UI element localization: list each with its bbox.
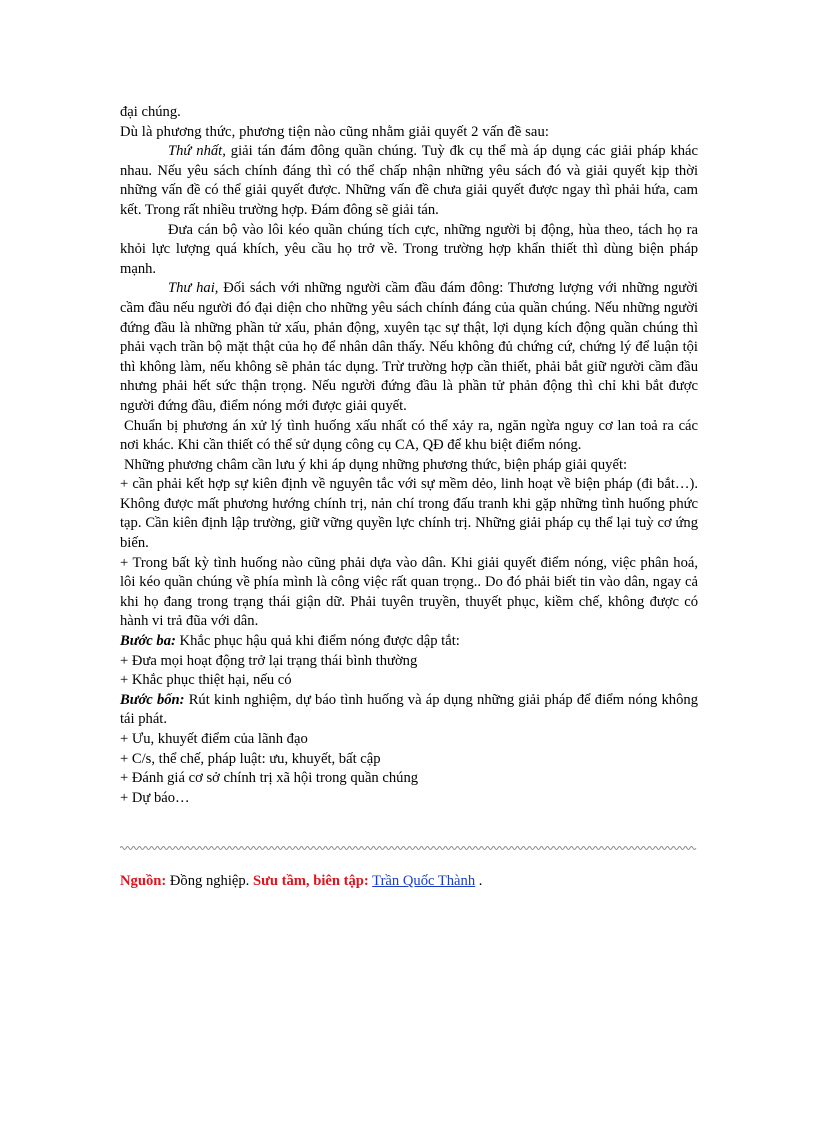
bullet-damage: + Khắc phục thiệt hại, nếu có xyxy=(120,672,292,689)
source-value: Đồng nghiệp. xyxy=(166,873,253,889)
paragraph-0: đại chúng. xyxy=(120,104,181,120)
paragraph-1: Dù là phương thức, phương tiện nào cũng nhằm giải quyết 2 vấn đề sau: xyxy=(120,123,550,140)
source-label: Nguồn: xyxy=(120,873,167,889)
step-four-text: Rút kinh nghiệm, dự báo tình huống và áp dụng những giải pháp để điểm nóng không tái phát. xyxy=(120,691,698,728)
document-body xyxy=(120,103,698,808)
paragraph-step-four xyxy=(120,691,698,730)
trailing-dot: . xyxy=(475,873,483,889)
bullet-assessment: + Đánh giá cơ sở chính trị xã hội trong quần chúng xyxy=(120,770,419,787)
step-three-text: Khắc phục hậu quả khi điểm nóng được dập tắt: xyxy=(175,633,460,650)
bullet-policy: + C/s, thể chế, pháp luật: ưu, khuyết, bất cập xyxy=(120,750,381,767)
bullet-forecast: + Dự báo… xyxy=(120,789,190,806)
paragraph-principles: Những phương châm cần lưu ý khi áp dụng những phương thức, biện pháp giải quyết: xyxy=(124,456,628,473)
source-line xyxy=(120,872,720,892)
paragraph-cadres: Đưa cán bộ vào lôi kéo quần chúng tích cực, những người bị động, hùa theo, tách họ ra khỏi lực lượng quá khích, yêu cầu họ trở về. Trong trường hợp khẩn thiết thì dùng biện pháp mạnh. xyxy=(120,221,698,277)
second-point-label: Thư hai, xyxy=(168,280,219,297)
paragraph-second-point xyxy=(120,279,698,416)
editor-link[interactable]: Trần Quốc Thành xyxy=(372,873,476,889)
editor-label: Sưu tầm, biên tập: xyxy=(252,873,369,889)
step-three-label: Bước ba: xyxy=(120,633,176,650)
bullet-firmness: + cần phải kết hợp sự kiên định về nguyên tắc với sự mềm dẻo, linh hoạt về biện pháp (đi bắt…). Không được mất phương hướng chính trị, nản chí trong đấu tranh khi gặp những tình huống phức tạp. Cần kiên định lập trường, giữ vững quyền lực chính trị. Những giải pháp cụ thể lại tuỳ cơ ứng biến. xyxy=(120,476,698,552)
first-point-label: Thứ nhất, xyxy=(168,143,226,160)
second-point-text: Đối sách với những người cầm đầu đám đông: Thương lượng với những người cầm đầu nếu người đó đại diện cho những yêu sách chính đáng của quần chúng. Nếu những người đứng đầu là những phần tử xấu, phản động, xuyên tạc sự thật, lợi dụng kích động quần chúng thì phải vạch trần bộ mặt thật của họ để nhân dân thấy. Nếu không đủ chứng cứ, chứng lý để luận tội thì không làm, nếu không sẽ phản tác dụng. Trừ trường hợp cần thiết, phải bắt giữ người cầm đầu nhưng phải hết sức thận trọng. Nếu người đứng đầu là phần tử phản động thì chỉ khi bắt được người đứng đầu, điểm nóng mới được giải quyết. xyxy=(120,280,698,414)
wavy-divider xyxy=(120,844,698,852)
first-point-text: giải tán đám đông quần chúng. Tuỳ đk cụ thể mà áp dụng các giải pháp khác nhau. Nếu yêu sách chính đáng thì có thể chấp nhận những yêu sách đó và giải quyết kịp thời những vấn đề có thể giải quyết được. Những vấn đề chưa giải quyết được ngay thì phải hứa, cam kết. Trong rất nhiều trường hợp. Đám đông sẽ giải tán. xyxy=(120,143,698,218)
bullet-leadership: + Ưu, khuyết điểm của lãnh đạo xyxy=(120,731,308,747)
paragraph-step-three xyxy=(120,632,698,652)
paragraph-first-point xyxy=(120,142,698,220)
paragraph-prepare: Chuẩn bị phương án xử lý tình huống xấu nhất có thể xảy ra, ngăn ngừa nguy cơ lan toả ra các nơi khác. Khi cần thiết có thể sử dụng công cụ CA, QĐ để khu biệt điểm nóng. xyxy=(120,417,698,454)
bullet-restore: + Đưa mọi hoạt động trở lại trạng thái bình thường xyxy=(120,652,418,669)
bullet-rely-on-people: + Trong bất kỳ tình huống nào cũng phải dựa vào dân. Khi giải quyết điểm nóng, việc phân hoá, lôi kéo quần chúng về phía mình là công việc rất quan trọng.. Do đó phải biết tin vào dân, ngay cả khi họ đang trong trạng thái giận dữ. Phải tuyên truyền, thuyết phục, kiềm chế, không được có hành vi trả đũa với dân. xyxy=(120,554,698,630)
step-four-label: Bước bốn: xyxy=(120,691,185,708)
